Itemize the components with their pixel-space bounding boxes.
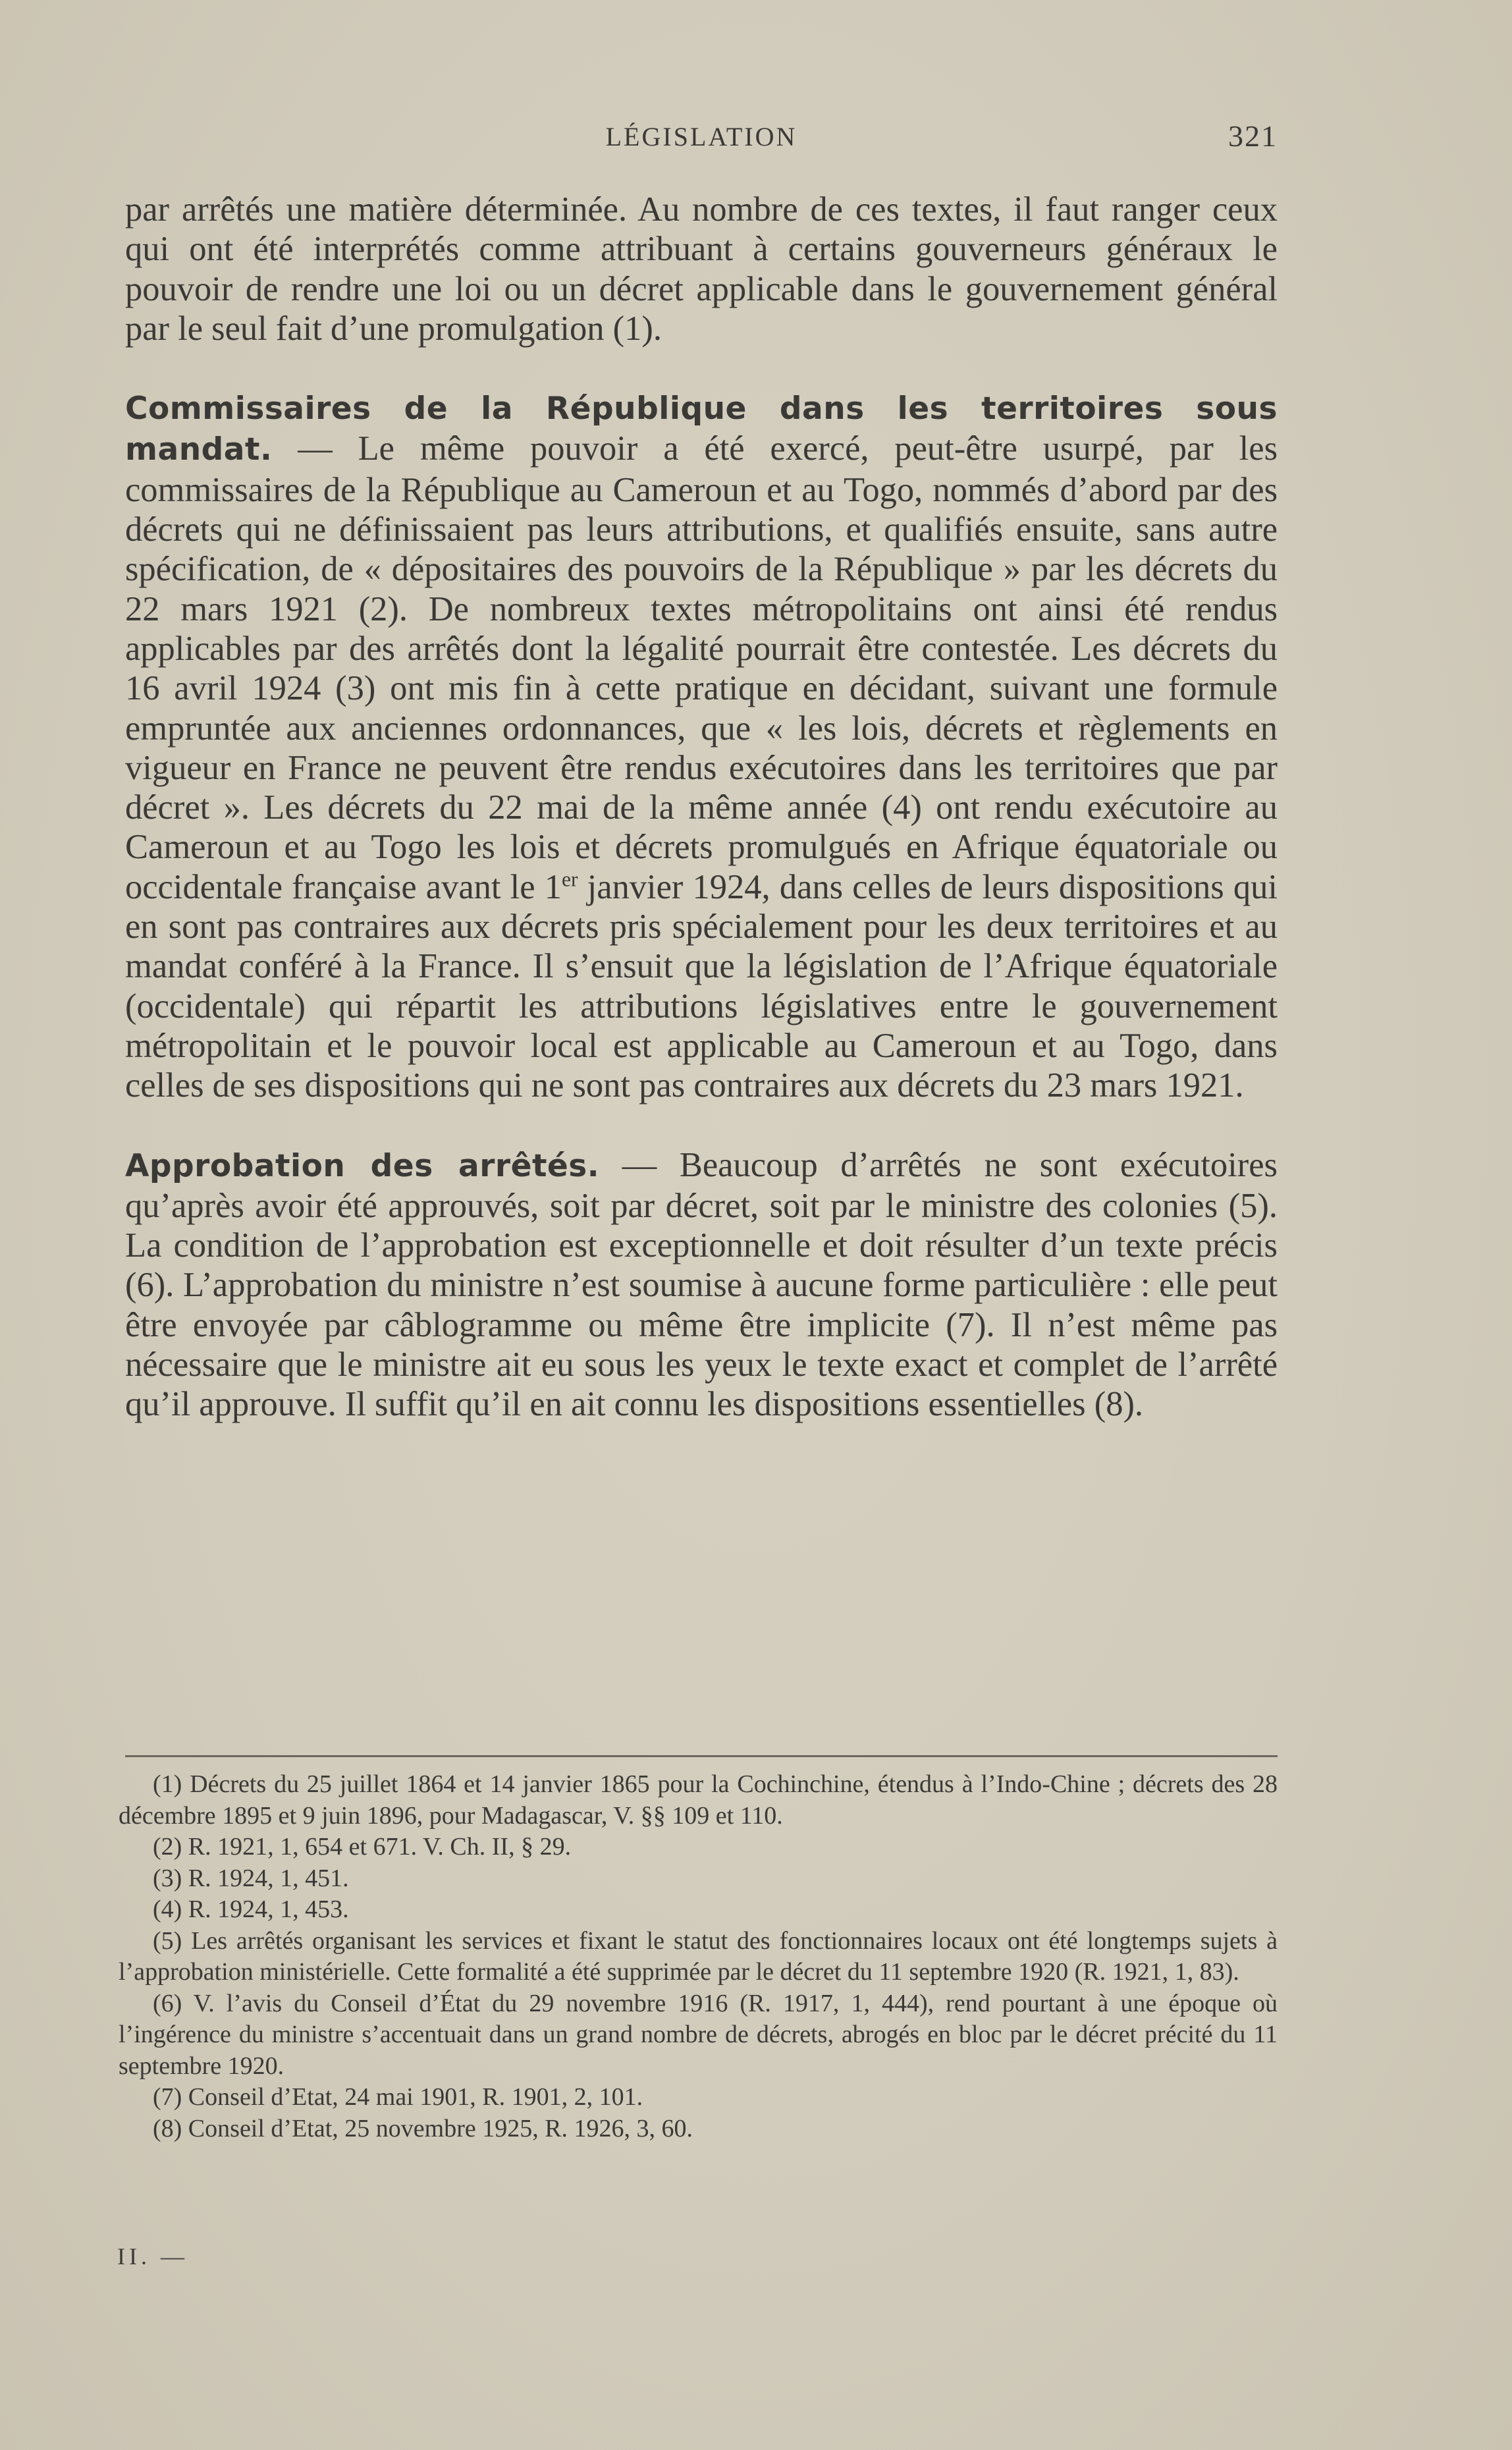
paragraph-approbation bbox=[125, 1145, 1278, 1425]
footnote: (1) Décrets du 25 juillet 1864 et 14 janvier 1865 pour la Cochinchine, étendus à l’Indo-Chine ; décrets des 28 décembre 1895 et 9 juin 1896, pour Madagascar, V. §§ 109 et 110. bbox=[119, 1770, 1278, 1830]
footnote: (5) Les arrêtés organisant les services et fixant le statut des fonctionnaires locaux ont été longtemps sujets à l’approbation ministérielle. Cette formalité a été supprimée par le décret du 11 septembre 1920 (R. 1921, 1, 83). bbox=[119, 1926, 1278, 1986]
paragraph-commissaires bbox=[125, 388, 1278, 1105]
signature-mark: II. — bbox=[117, 2243, 188, 2270]
body-text bbox=[125, 190, 1278, 1425]
header-title: LÉGISLATION bbox=[605, 122, 797, 151]
superscript-er: er bbox=[561, 867, 578, 891]
paragraph-approbation-text: — Beaucoup d’arrêtés ne sont exécutoires qu’après avoir été approuvés, soit par décret, soit par le ministre des colonies (5). La condition de l’approbation est exceptionnelle et doit résulter d’un texte précis (6). L’approbation du ministre n’est soumise à aucune forme particulière : elle peut être envoyée par câblogramme ou même être implicite (7). Il n’est même pas nécessaire que le ministre ait eu sous les yeux le texte exact et complet de l’arrêté qu’il approuve. Il suffit qu’il en ait connu les dispositions essentielles (8). bbox=[125, 1145, 1278, 1424]
footnote-divider bbox=[125, 1755, 1278, 1757]
section-heading-commissaires: Commissaires de la République dans les territoires sous mandat. bbox=[125, 391, 1278, 468]
paragraph-commissaires-text-2: janvier 1924, dans celles de leurs dispositions qui en sont pas contraires aux décrets pris spécialement pour les deux territoires et au mandat conféré à la France. Il s’ensuit que la législation de l’Afrique équatoriale (occidentale) qui répartit les attributions législatives entre le gouvernement métropolitain et le pouvoir local est applicable au Cameroun et au Togo, dans celles de ses dispositions qui ne sont pas contraires aux décrets du 23 mars 1921. bbox=[125, 867, 1278, 1105]
footnote: (3) R. 1924, 1, 451. bbox=[153, 1864, 349, 1892]
footnote: (2) R. 1921, 1, 654 et 671. V. Ch. II, § 29. bbox=[153, 1833, 572, 1861]
running-header bbox=[125, 117, 1278, 157]
section-heading-approbation: Approbation des arrêtés. bbox=[125, 1147, 600, 1184]
paragraph-commissaires-text-1: — Le même pouvoir a été exercé, peut-être usurpé, par les commissaires de la République au Cameroun et au Togo, nommés d’abord par des décrets qui ne définissaient pas leurs attributions, et qualifiés ensuite, sans autre spécification, de « dépositaires des pouvoirs de la République » par les décrets du 22 mars 1921 (2). De nombreux textes métropolitains ont ainsi été rendus applicables par des arrêtés dont la légalité pourrait être contestée. Les décrets du 16 avril 1924 (3) ont mis fin à cette pratique en décidant, suivant une formule empruntée aux anciennes ordonnances, que « les lois, décrets et règlements en vigueur en France ne peuvent être rendus exécutoires dans les territoires que par décret ». Les décrets du 22 mai de la même année (4) ont rendu exécutoire au Cameroun et au Togo les lois et décrets promulgués en Afrique équatoriale ou occidentale française avant le 1 bbox=[125, 429, 1278, 906]
footnote: (8) Conseil d’Etat, 25 novembre 1925, R. 1926, 3, 60. bbox=[153, 2114, 693, 2142]
footnote: (7) Conseil d’Etat, 24 mai 1901, R. 1901, 2, 101. bbox=[153, 2083, 643, 2111]
footnote: (6) V. l’avis du Conseil d’État du 29 novembre 1916 (R. 1917, 1, 444), rend pourtant à une époque où l’ingérence du ministre s’accentuait dans un grand nombre de décrets, abrogés en bloc par le décret précité du 11 septembre 1920. bbox=[119, 1989, 1278, 2080]
footnotes bbox=[119, 1769, 1278, 2144]
page-number: 321 bbox=[1228, 119, 1278, 153]
paragraph-intro: par arrêtés une matière déterminée. Au nombre de ces textes, il faut ranger ceux qui ont été interprétés comme attribuant à certains gouverneurs généraux le pouvoir de rendre une loi ou un décret applicable dans le gouvernement général par le seul fait d’une promulgation (1). bbox=[125, 190, 1278, 348]
footnote: (4) R. 1924, 1, 453. bbox=[153, 1895, 349, 1923]
